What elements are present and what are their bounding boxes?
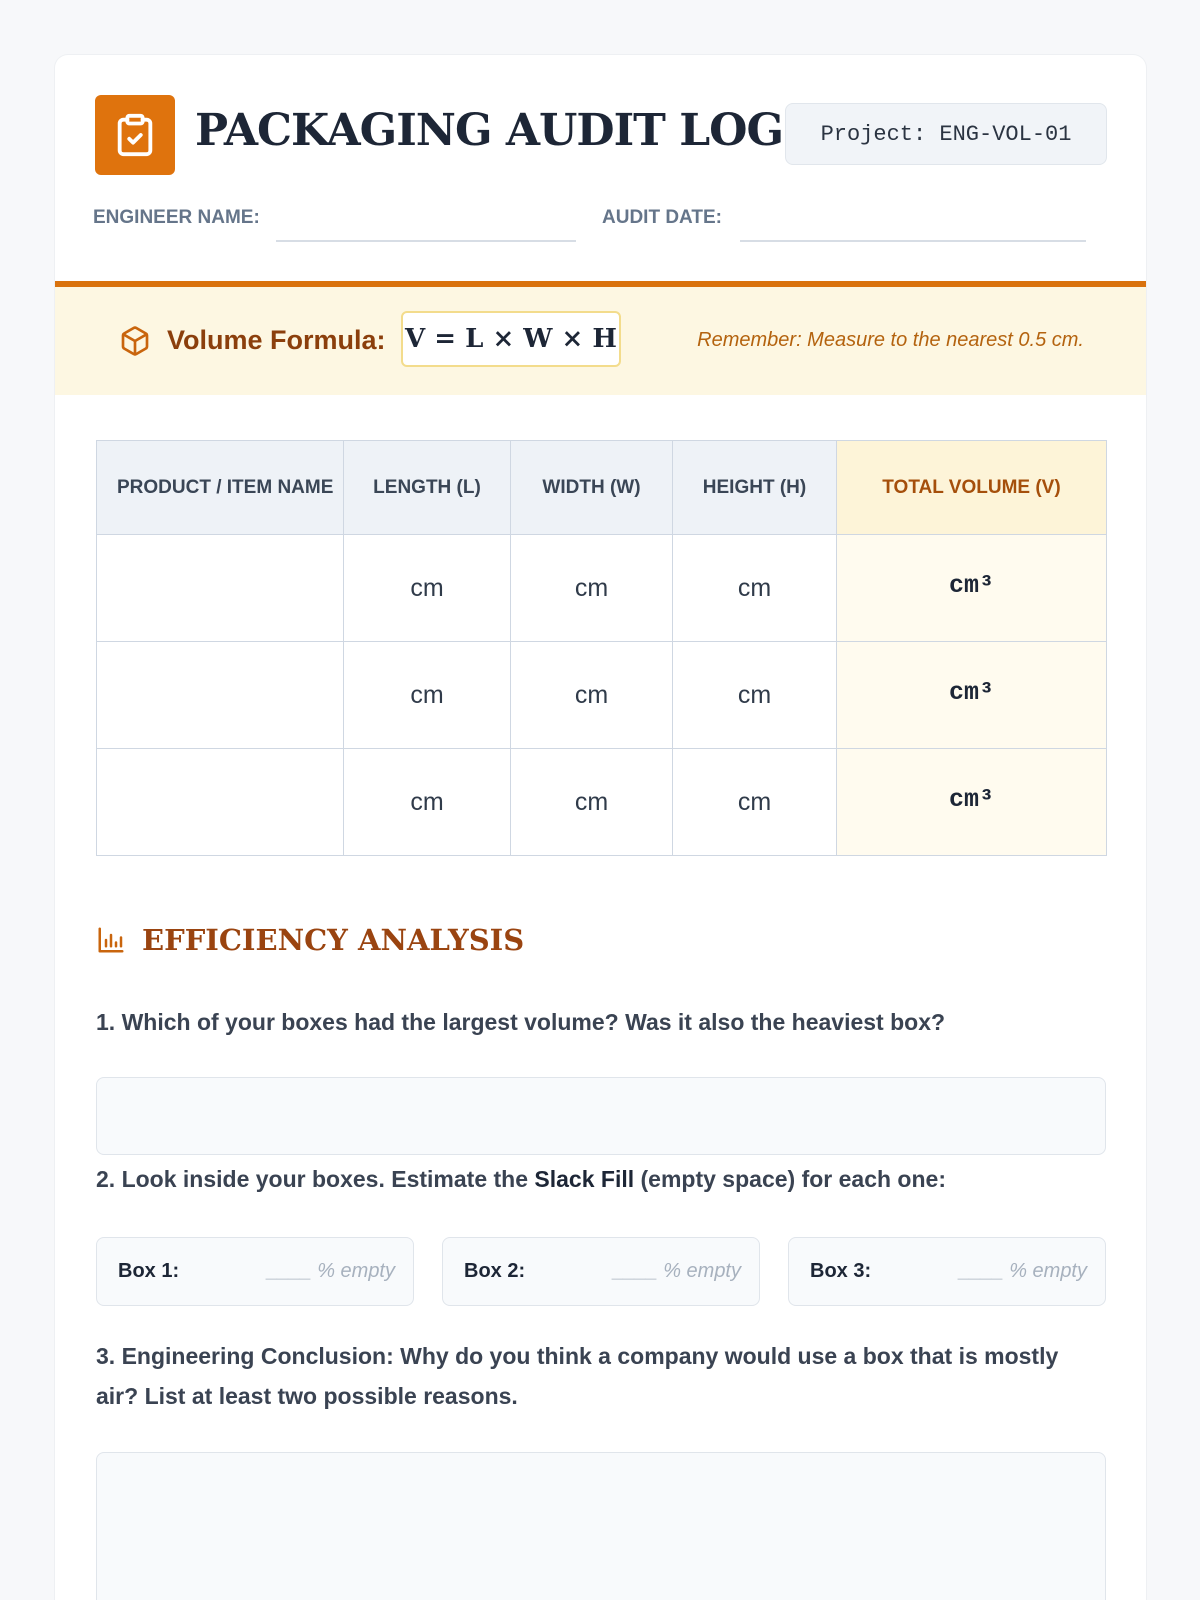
question-2 <box>96 1159 1106 1199</box>
formula-banner <box>55 281 1146 395</box>
slack-percent-field[interactable]: ____ % empty <box>959 1260 1087 1282</box>
question-3: 3. Engineering Conclusion: Why do you think a company would use a box that is mostly air? List at least two possible reasons. <box>96 1343 1059 1409</box>
formula-equation: V = L × W × H <box>401 311 621 367</box>
formula-label: Volume Formula: <box>167 325 386 355</box>
slack-percent-field[interactable]: ____ % empty <box>267 1260 395 1282</box>
answer-field-1[interactable] <box>96 1077 1106 1155</box>
table-row <box>97 642 1107 749</box>
table-header-row <box>97 441 1107 535</box>
table-row <box>97 749 1107 856</box>
width-cell[interactable]: cm <box>511 642 673 749</box>
clipboard-check-icon <box>95 95 175 175</box>
slack-fill-term: Slack Fill <box>534 1166 635 1192</box>
slack-box-label: Box 2: <box>464 1260 526 1282</box>
height-cell[interactable]: cm <box>673 535 837 642</box>
answer-field-3[interactable] <box>96 1452 1106 1600</box>
section-title-efficiency: EFFICIENCY ANALYSIS <box>142 923 525 957</box>
slack-percent-field[interactable]: ____ % empty <box>613 1260 741 1282</box>
volume-cell[interactable]: cm³ <box>837 749 1107 856</box>
length-cell[interactable]: cm <box>344 749 511 856</box>
column-header-item: PRODUCT / ITEM NAME <box>97 441 344 535</box>
column-header-length: LENGTH (L) <box>344 441 511 535</box>
header <box>55 55 1146 281</box>
column-header-volume: TOTAL VOLUME (V) <box>837 441 1107 535</box>
slack-fill-box-3[interactable] <box>788 1237 1106 1306</box>
column-header-height: HEIGHT (H) <box>673 441 837 535</box>
measurement-note: Remember: Measure to the nearest 0.5 cm. <box>697 329 1084 351</box>
length-cell[interactable]: cm <box>344 535 511 642</box>
width-cell[interactable]: cm <box>511 749 673 856</box>
project-badge: Project: ENG-VOL-01 <box>785 103 1107 165</box>
slack-fill-box-1[interactable] <box>96 1237 414 1306</box>
width-cell[interactable]: cm <box>511 535 673 642</box>
table-row <box>97 535 1107 642</box>
question-1: 1. Which of your boxes had the largest volume? Was it also the heaviest box? <box>96 1009 946 1035</box>
slack-box-label: Box 3: <box>810 1260 872 1282</box>
audit-date-field[interactable] <box>740 240 1086 242</box>
height-cell[interactable]: cm <box>673 642 837 749</box>
slack-fill-box-2[interactable] <box>442 1237 760 1306</box>
box-icon <box>119 325 151 362</box>
engineer-name-label: ENGINEER NAME: <box>93 207 260 228</box>
volume-cell[interactable]: cm³ <box>837 642 1107 749</box>
engineer-name-field[interactable] <box>276 240 576 242</box>
volume-cell[interactable]: cm³ <box>837 535 1107 642</box>
item-name-cell[interactable] <box>97 642 344 749</box>
slack-box-label: Box 1: <box>118 1260 180 1282</box>
page-title: PACKAGING AUDIT LOG <box>195 105 784 156</box>
measurement-table <box>96 440 1107 856</box>
question-2-text: 2. Look inside your boxes. Estimate the <box>96 1166 535 1192</box>
length-cell[interactable]: cm <box>344 642 511 749</box>
column-header-width: WIDTH (W) <box>511 441 673 535</box>
height-cell[interactable]: cm <box>673 749 837 856</box>
item-name-cell[interactable] <box>97 535 344 642</box>
bar-chart-icon <box>96 925 126 960</box>
item-name-cell[interactable] <box>97 749 344 856</box>
audit-date-label: AUDIT DATE: <box>602 207 722 228</box>
question-2-text-end: (empty space) for each one: <box>634 1166 946 1192</box>
audit-sheet <box>54 54 1147 1600</box>
